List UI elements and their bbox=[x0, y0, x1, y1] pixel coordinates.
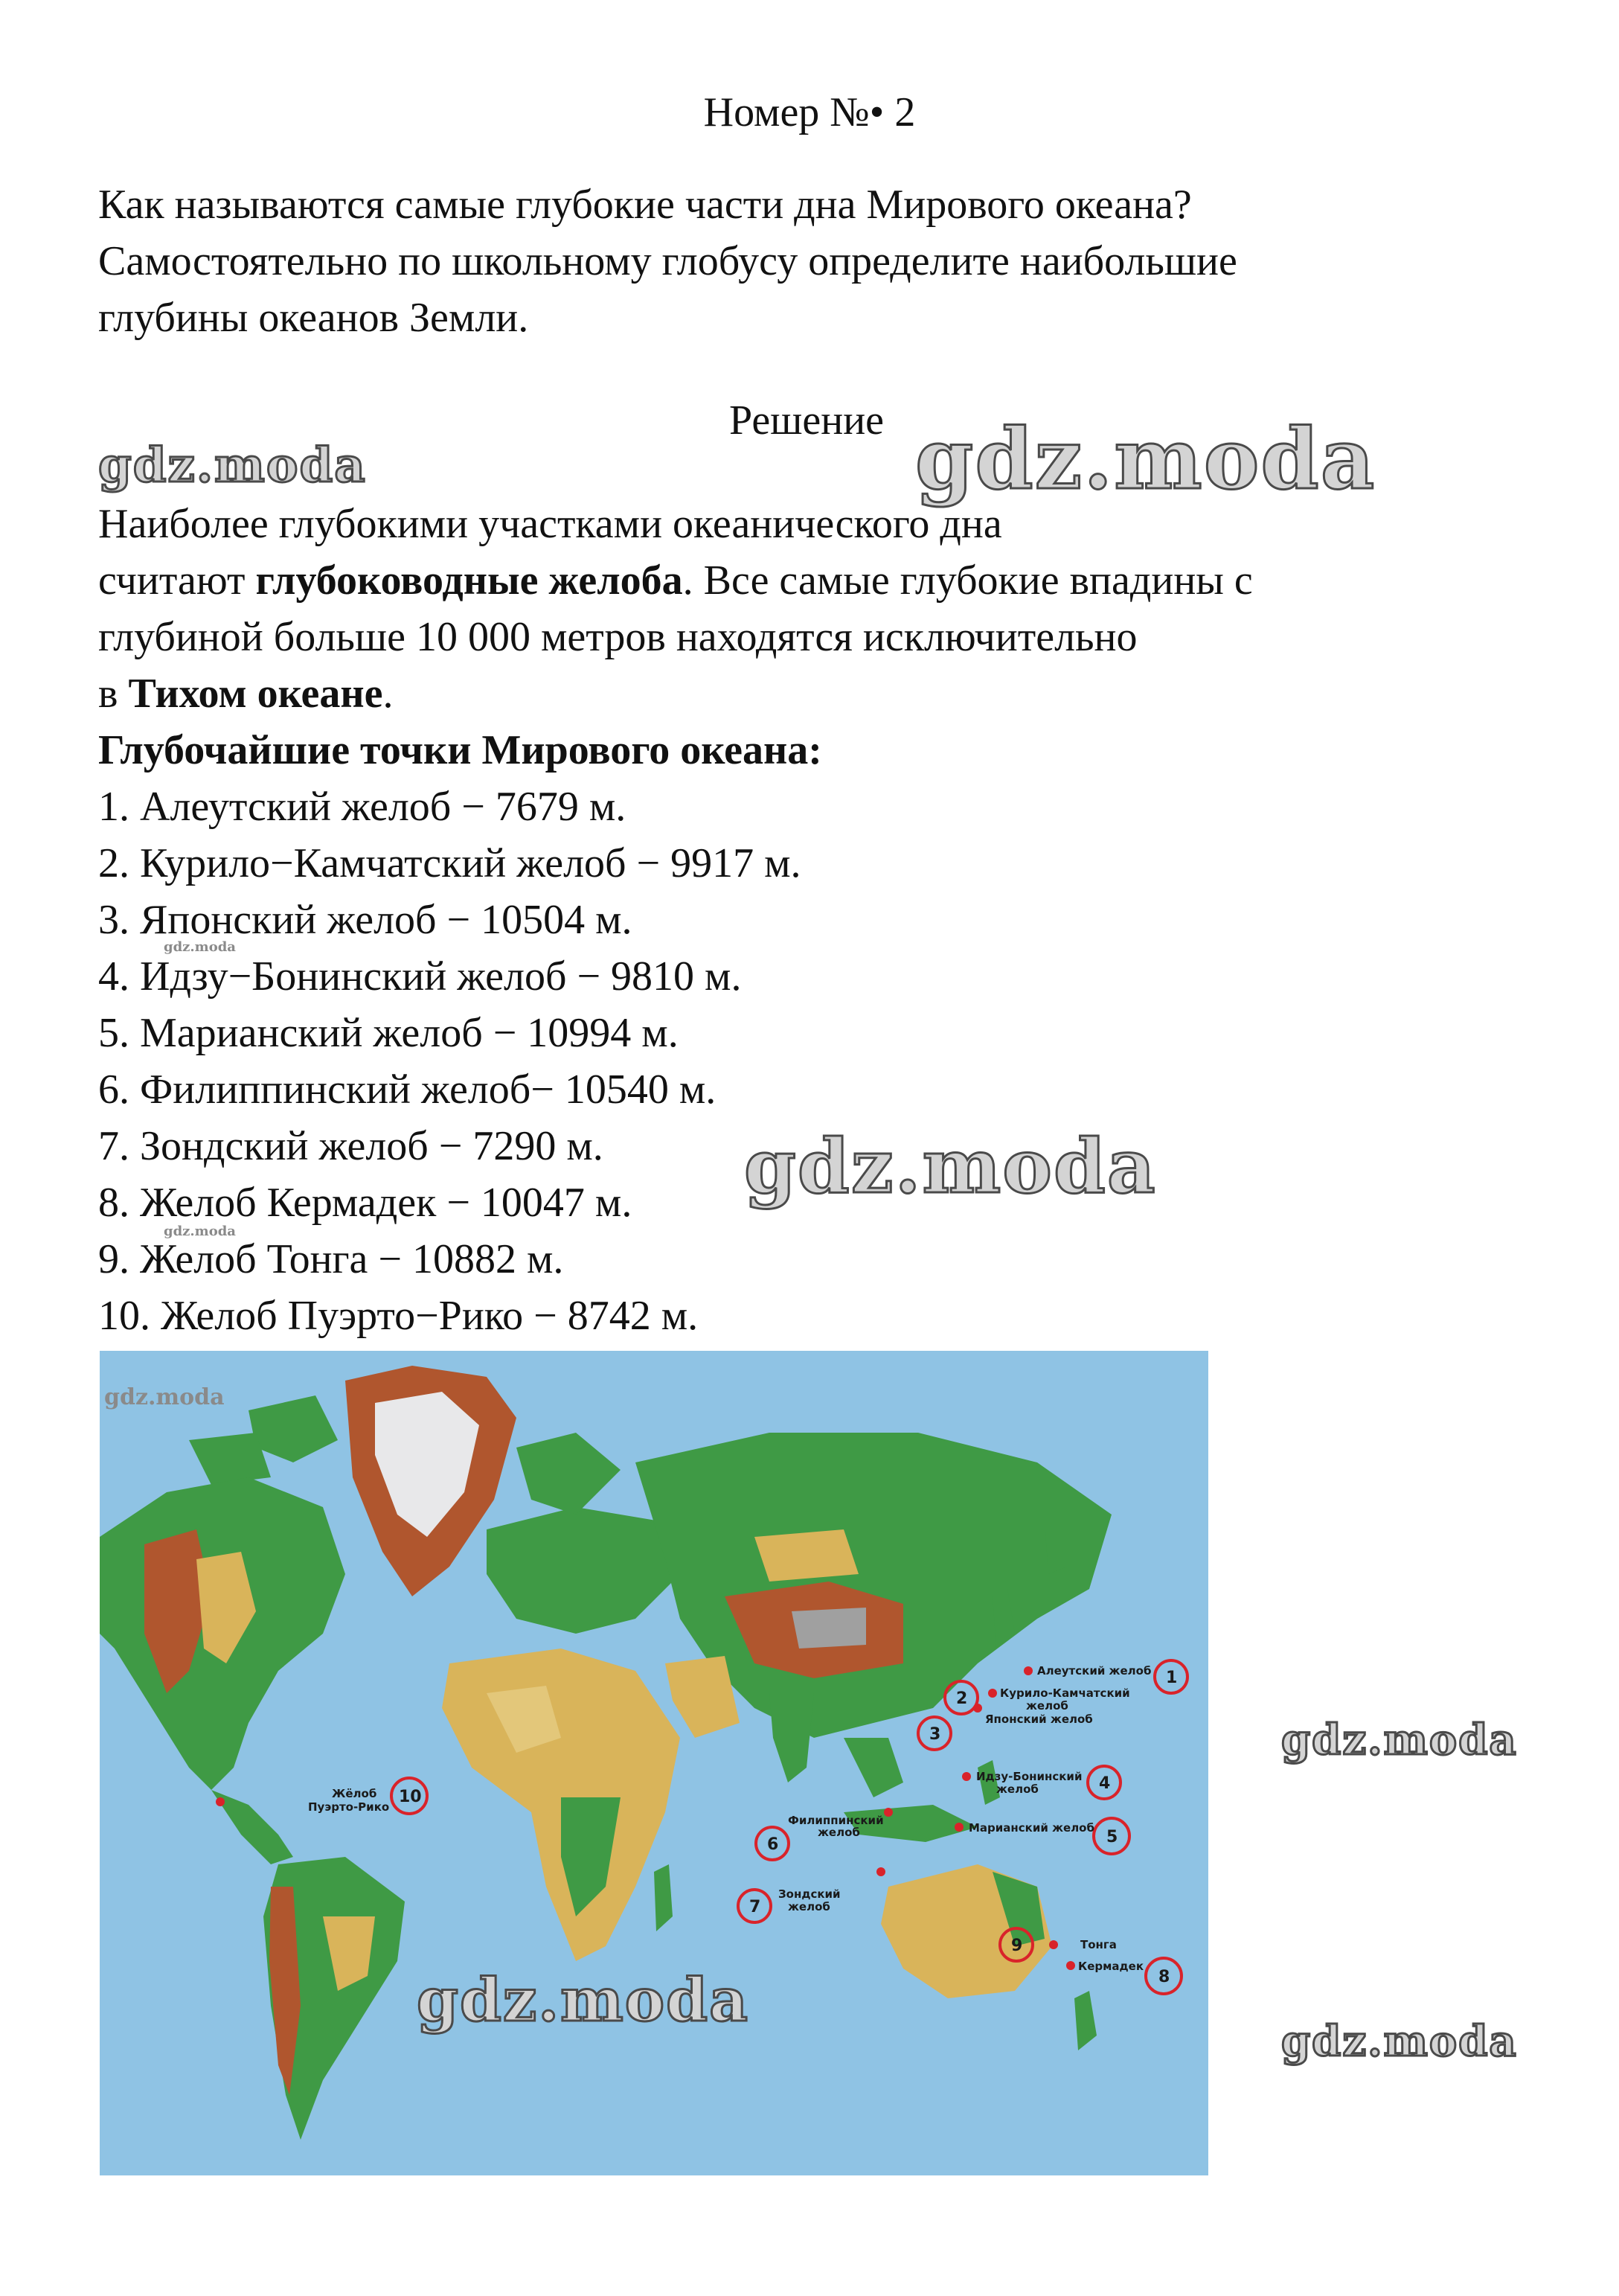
label-izu-1: Идзу-Бонинский bbox=[976, 1770, 1083, 1783]
answer-bold-term: глубоководные желоба bbox=[255, 557, 683, 604]
watermark: gdz.moda bbox=[1281, 2017, 1518, 2066]
marker-number-9: 9 bbox=[1011, 1937, 1023, 1955]
watermark: gdz.moda bbox=[1281, 1715, 1518, 1765]
label-aleutian: Алеутский желоб bbox=[1037, 1664, 1152, 1678]
question-line-1: Как называются самые глубокие части дна Мирового океана? bbox=[98, 182, 1192, 228]
label-sunda-1: Зондский bbox=[778, 1887, 841, 1901]
list-heading: Глубочайшие точки Мирового океана: bbox=[98, 727, 822, 773]
label-japan: Японский желоб bbox=[985, 1713, 1093, 1726]
watermark: gdz.moda bbox=[98, 438, 367, 493]
label-mariana: Марианский желоб bbox=[969, 1821, 1094, 1835]
label-philippine-1: Филиппинский bbox=[788, 1814, 884, 1827]
marker-number-2: 2 bbox=[956, 1689, 968, 1708]
question-line-2: Самостоятельно по школьному глобусу определите наибольшие bbox=[98, 238, 1237, 284]
answer-bold-term: Тихом океане bbox=[128, 671, 383, 717]
watermark: gdz.moda bbox=[104, 1384, 225, 1410]
world-map bbox=[100, 1351, 1208, 2175]
list-item: 4. Идзу−Бонинский желоб − 9810 м. bbox=[98, 953, 742, 1000]
list-item: 3. Японский желоб − 10504 м. bbox=[98, 897, 632, 943]
answer-text: . bbox=[382, 671, 394, 717]
marker-number-7: 7 bbox=[749, 1898, 761, 1916]
marker-number-10: 10 bbox=[399, 1788, 422, 1806]
answer-text: в bbox=[98, 671, 129, 717]
watermark: gdz.moda bbox=[164, 1224, 236, 1239]
list-item: 9. Желоб Тонга − 10882 м. bbox=[98, 1236, 564, 1282]
label-tonga: Тонга bbox=[1080, 1938, 1117, 1951]
question-line-3: глубины океанов Земли. bbox=[98, 295, 529, 341]
list-item: 6. Филиппинский желоб− 10540 м. bbox=[98, 1067, 716, 1113]
label-sunda-2: желоб bbox=[788, 1900, 830, 1913]
marker-number-5: 5 bbox=[1106, 1828, 1118, 1846]
marker-number-6: 6 bbox=[767, 1835, 779, 1854]
marker-number-3: 3 bbox=[929, 1725, 941, 1744]
list-item: 2. Курило−Камчатский желоб − 9917 м. bbox=[98, 840, 801, 886]
answer-text: считают bbox=[98, 557, 256, 604]
label-puerto-rico-1: Жёлоб bbox=[332, 1787, 377, 1800]
marker-number-1: 1 bbox=[1166, 1669, 1178, 1687]
answer-line-2 bbox=[98, 552, 1253, 609]
list-item: 1. Алеутский желоб − 7679 м. bbox=[98, 784, 626, 830]
list-item: 5. Марианский желоб − 10994 м. bbox=[98, 1010, 679, 1056]
list-item: 7. Зондский желоб − 7290 м. bbox=[98, 1123, 603, 1169]
world-map-graphic bbox=[100, 1351, 1208, 2175]
list-item: 8. Желоб Кермадек − 10047 м. bbox=[98, 1180, 632, 1226]
page-title: Номер №• 2 bbox=[703, 89, 916, 135]
watermark: gdz.moda bbox=[744, 1122, 1157, 1210]
solution-heading: Решение bbox=[729, 397, 885, 444]
label-izu-2: желоб bbox=[996, 1782, 1039, 1796]
watermark: gdz.moda bbox=[417, 1965, 749, 2035]
list-item: 10. Желоб Пуэрто−Рико − 8742 м. bbox=[98, 1293, 699, 1339]
answer-text: . Все самые глубокие впадины с bbox=[682, 557, 1253, 604]
label-kuril-2: желоб bbox=[1026, 1699, 1068, 1713]
watermark: gdz.moda bbox=[164, 939, 236, 955]
marker-number-4: 4 bbox=[1099, 1774, 1111, 1793]
answer-line-1: Наиболее глубокими участками океанического дна bbox=[98, 501, 1002, 547]
watermark: gdz.moda bbox=[915, 411, 1376, 508]
marker-number-8: 8 bbox=[1158, 1968, 1170, 1986]
answer-line-4 bbox=[98, 665, 393, 722]
label-kermadec: Кермадек bbox=[1078, 1960, 1144, 1973]
label-philippine-2: желоб bbox=[818, 1826, 860, 1839]
label-puerto-rico-2: Пуэрто-Рико bbox=[308, 1800, 390, 1814]
answer-line-3: глубиной больше 10 000 метров находятся исключительно bbox=[98, 614, 1138, 660]
label-kuril-1: Курило-Камчатский bbox=[1000, 1686, 1130, 1700]
